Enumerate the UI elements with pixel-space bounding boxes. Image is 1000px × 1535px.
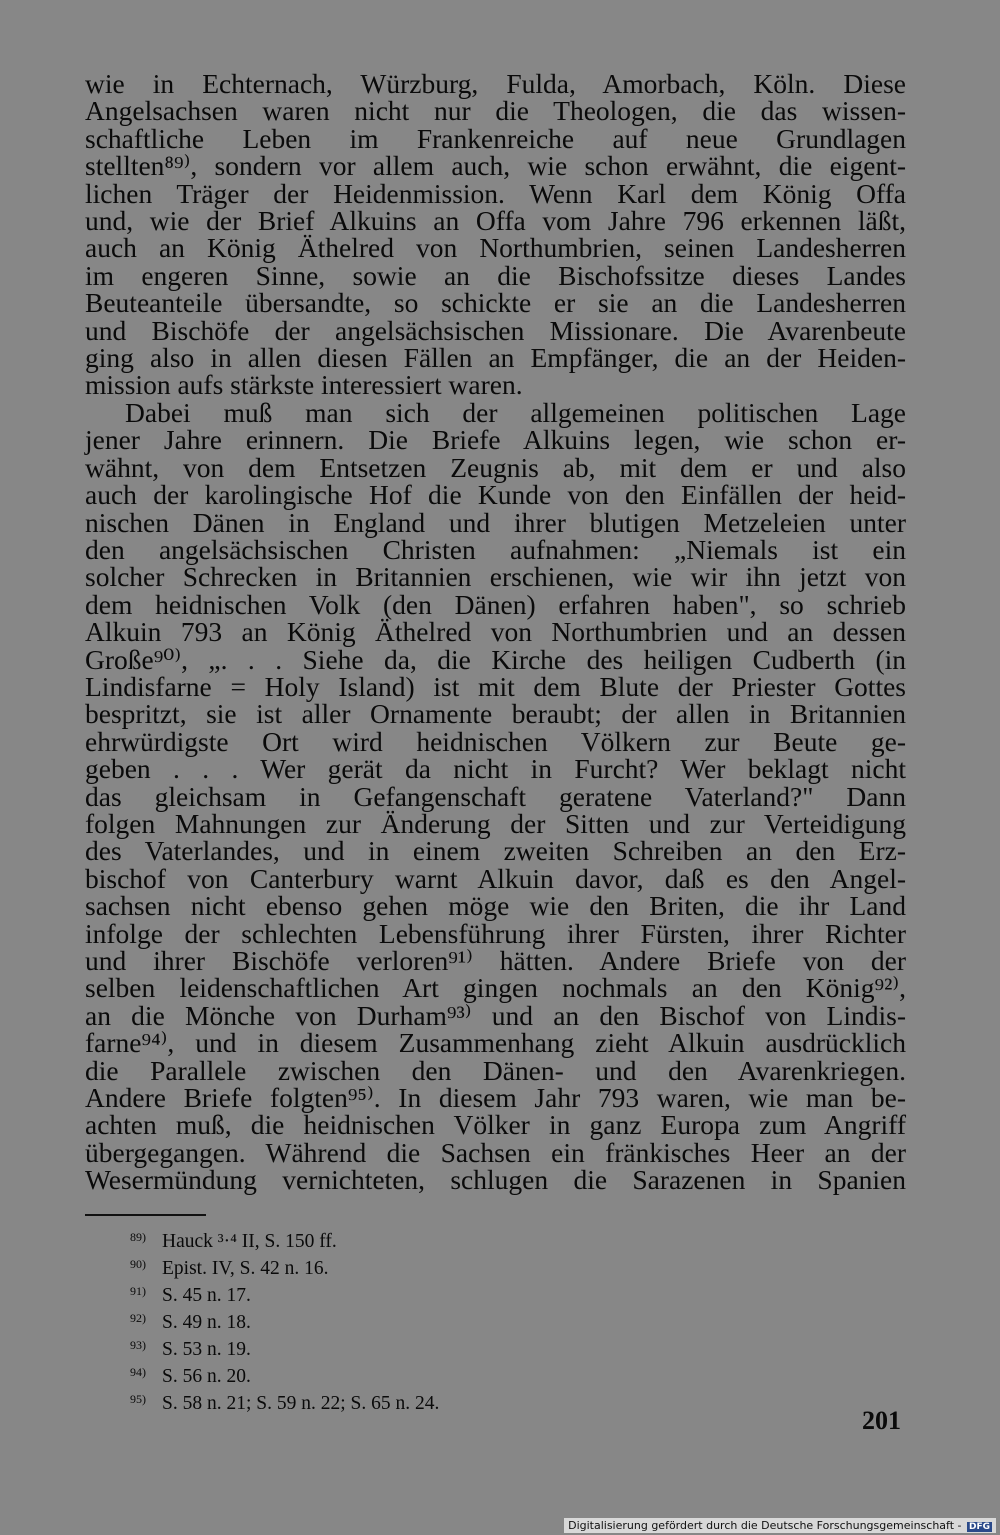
footnote-divider [85,1214,206,1216]
footnotes [130,1226,439,1415]
text-line: ging also in allen diesen Fällen an Empfänger, die an der Heiden- [85,342,906,374]
text-line: des Vaterlandes, und in einem zweiten Schreiben an den Erz- [85,835,906,867]
digitization-credit [564,1518,996,1533]
footnote-text: S. 56 n. 20. [162,1366,251,1387]
text-line: Beuteanteile übersandte, so schickte er sie an die Landesherren [85,287,906,319]
text-line: die Parallele zwischen den Dänen- und den Avarenkriegen. [85,1054,906,1086]
text-line: stellten⁸⁹⁾, sondern vor allem auch, wie schon erwähnt, die eigent- [85,150,906,182]
text-line: lichen Träger der Heidenmission. Wenn Karl dem König Offa [85,177,906,209]
text-line: dem heidnischen Volk (den Dänen) erfahren haben", so schrieb [85,588,906,620]
text-line: Alkuin 793 an König Äthelred von Northumbrien und an dessen [85,616,906,648]
text-line: achten muß, die heidnischen Völker in ganz Europa zum Angriff [85,1109,906,1141]
footnote-mark: 94) [130,1365,146,1379]
text-line: Wesermündung vernichteten, schlugen die Sarazenen in Spanien [85,1164,906,1196]
text-line: jener Jahre erinnern. Die Briefe Alkuins legen, wie schon er- [85,424,906,456]
footnote-text: S. 49 n. 18. [162,1312,251,1333]
text-line: mission aufs stärkste interessiert waren. [85,369,523,401]
text-line: nischen Dänen in England und ihrer blutigen Metzeleien unter [85,506,906,538]
footnote-text: Hauck ³·⁴ II, S. 150 ff. [162,1231,337,1252]
credit-text: Digitalisierung gefördert durch die Deutsche Forschungsgemeinschaft - [568,1519,962,1532]
footnote [130,1253,439,1280]
text-line: infolge der schlechten Lebensführung ihrer Fürsten, ihrer Richter [85,917,906,949]
footnote-mark: 90) [130,1257,146,1271]
text-line: Angelsachsen waren nicht nur die Theologen, die das wissen- [85,95,906,127]
text-line: bischof von Canterbury warnt Alkuin davor, daß es den Angel- [85,862,906,894]
footnote-text: S. 53 n. 19. [162,1339,251,1360]
text-line: auch an König Äthelred von Northumbrien, seinen Landesherren [85,232,906,264]
text-line: bespritzt, sie ist aller Ornamente beraubt; der allen in Britannien [85,698,906,730]
page-text-block [85,70,906,1194]
footnote-mark: 91) [130,1284,146,1298]
text-line: schaftliche Leben im Frankenreiche auf neue Grundlagen [85,122,906,154]
text-line: wähnt, von dem Entsetzen Zeugnis ab, mit dem er und also [85,451,906,483]
footnote-mark: 89) [130,1230,146,1244]
text-line: selben leidenschaftlichen Art gingen nochmals an den König⁹²⁾, [85,972,906,1004]
text-line: Große⁹⁰⁾, „. . . Siehe da, die Kirche des heiligen Cudberth (in [85,643,906,675]
footnote [130,1388,439,1415]
footnote [130,1307,439,1334]
text-line: den angelsächsischen Christen aufnahmen: „Niemals ist ein [85,533,906,565]
footnote-mark: 92) [130,1311,146,1325]
text-line: sachsen nicht ebenso gehen möge wie den Briten, die ihr Land [85,890,906,922]
text-line: farne⁹⁴⁾, und in diesem Zusammenhang zieht Alkuin ausdrücklich [85,1027,906,1059]
footnote-text: S. 58 n. 21; S. 59 n. 22; S. 65 n. 24. [162,1393,440,1414]
body-text [85,70,906,1194]
footnote [130,1361,439,1388]
text-line: Dabei muß man sich der allgemeinen politischen Lage [125,396,906,428]
page-number: 201 [862,1406,901,1435]
text-line: auch der karolingische Hof die Kunde von den Einfällen der heid- [85,479,906,511]
dfg-logo: DFG [968,1522,990,1532]
text-line: geben . . . Wer gerät da nicht in Furcht? Wer beklagt nicht [85,753,906,785]
text-line: folgen Mahnungen zur Änderung der Sitten und zur Verteidigung [85,807,906,839]
text-line: ehrwürdigste Ort wird heidnischen Völkern zur Beute ge- [85,725,906,757]
text-line: solcher Schrecken in Britannien erschienen, wie wir ihn jetzt von [85,561,906,593]
text-line: übergegangen. Während die Sachsen ein fränkisches Heer an der [85,1136,906,1168]
footnote [130,1334,439,1361]
footnote [130,1226,439,1253]
footnote-mark: 93) [130,1338,146,1352]
text-line: und Bischöfe der angelsächsischen Missionare. Die Avarenbeute [85,314,906,346]
text-line: Andere Briefe folgten⁹⁵⁾. In diesem Jahr 793 waren, wie man be- [85,1082,906,1114]
text-line: an die Mönche von Durham⁹³⁾ und an den Bischof von Lindis- [85,999,906,1031]
footnote-text: Epist. IV, S. 42 n. 16. [162,1258,329,1279]
footnote-text: S. 45 n. 17. [162,1285,251,1306]
text-line: und, wie der Brief Alkuins an Offa vom Jahre 796 erkennen läßt, [85,205,906,237]
text-line: Lindisfarne = Holy Island) ist mit dem Blute der Priester Gottes [85,670,906,702]
text-line: im engeren Sinne, sowie an die Bischofssitze dieses Landes [85,259,906,291]
text-line: wie in Echternach, Würzburg, Fulda, Amorbach, Köln. Diese [85,68,906,99]
footnote [130,1280,439,1307]
text-line: und ihrer Bischöfe verloren⁹¹⁾ hätten. Andere Briefe von der [85,945,906,976]
text-line: das gleichsam in Gefangenschaft geratene Vaterland?" Dann [85,780,906,812]
footnote-mark: 95) [130,1392,146,1406]
